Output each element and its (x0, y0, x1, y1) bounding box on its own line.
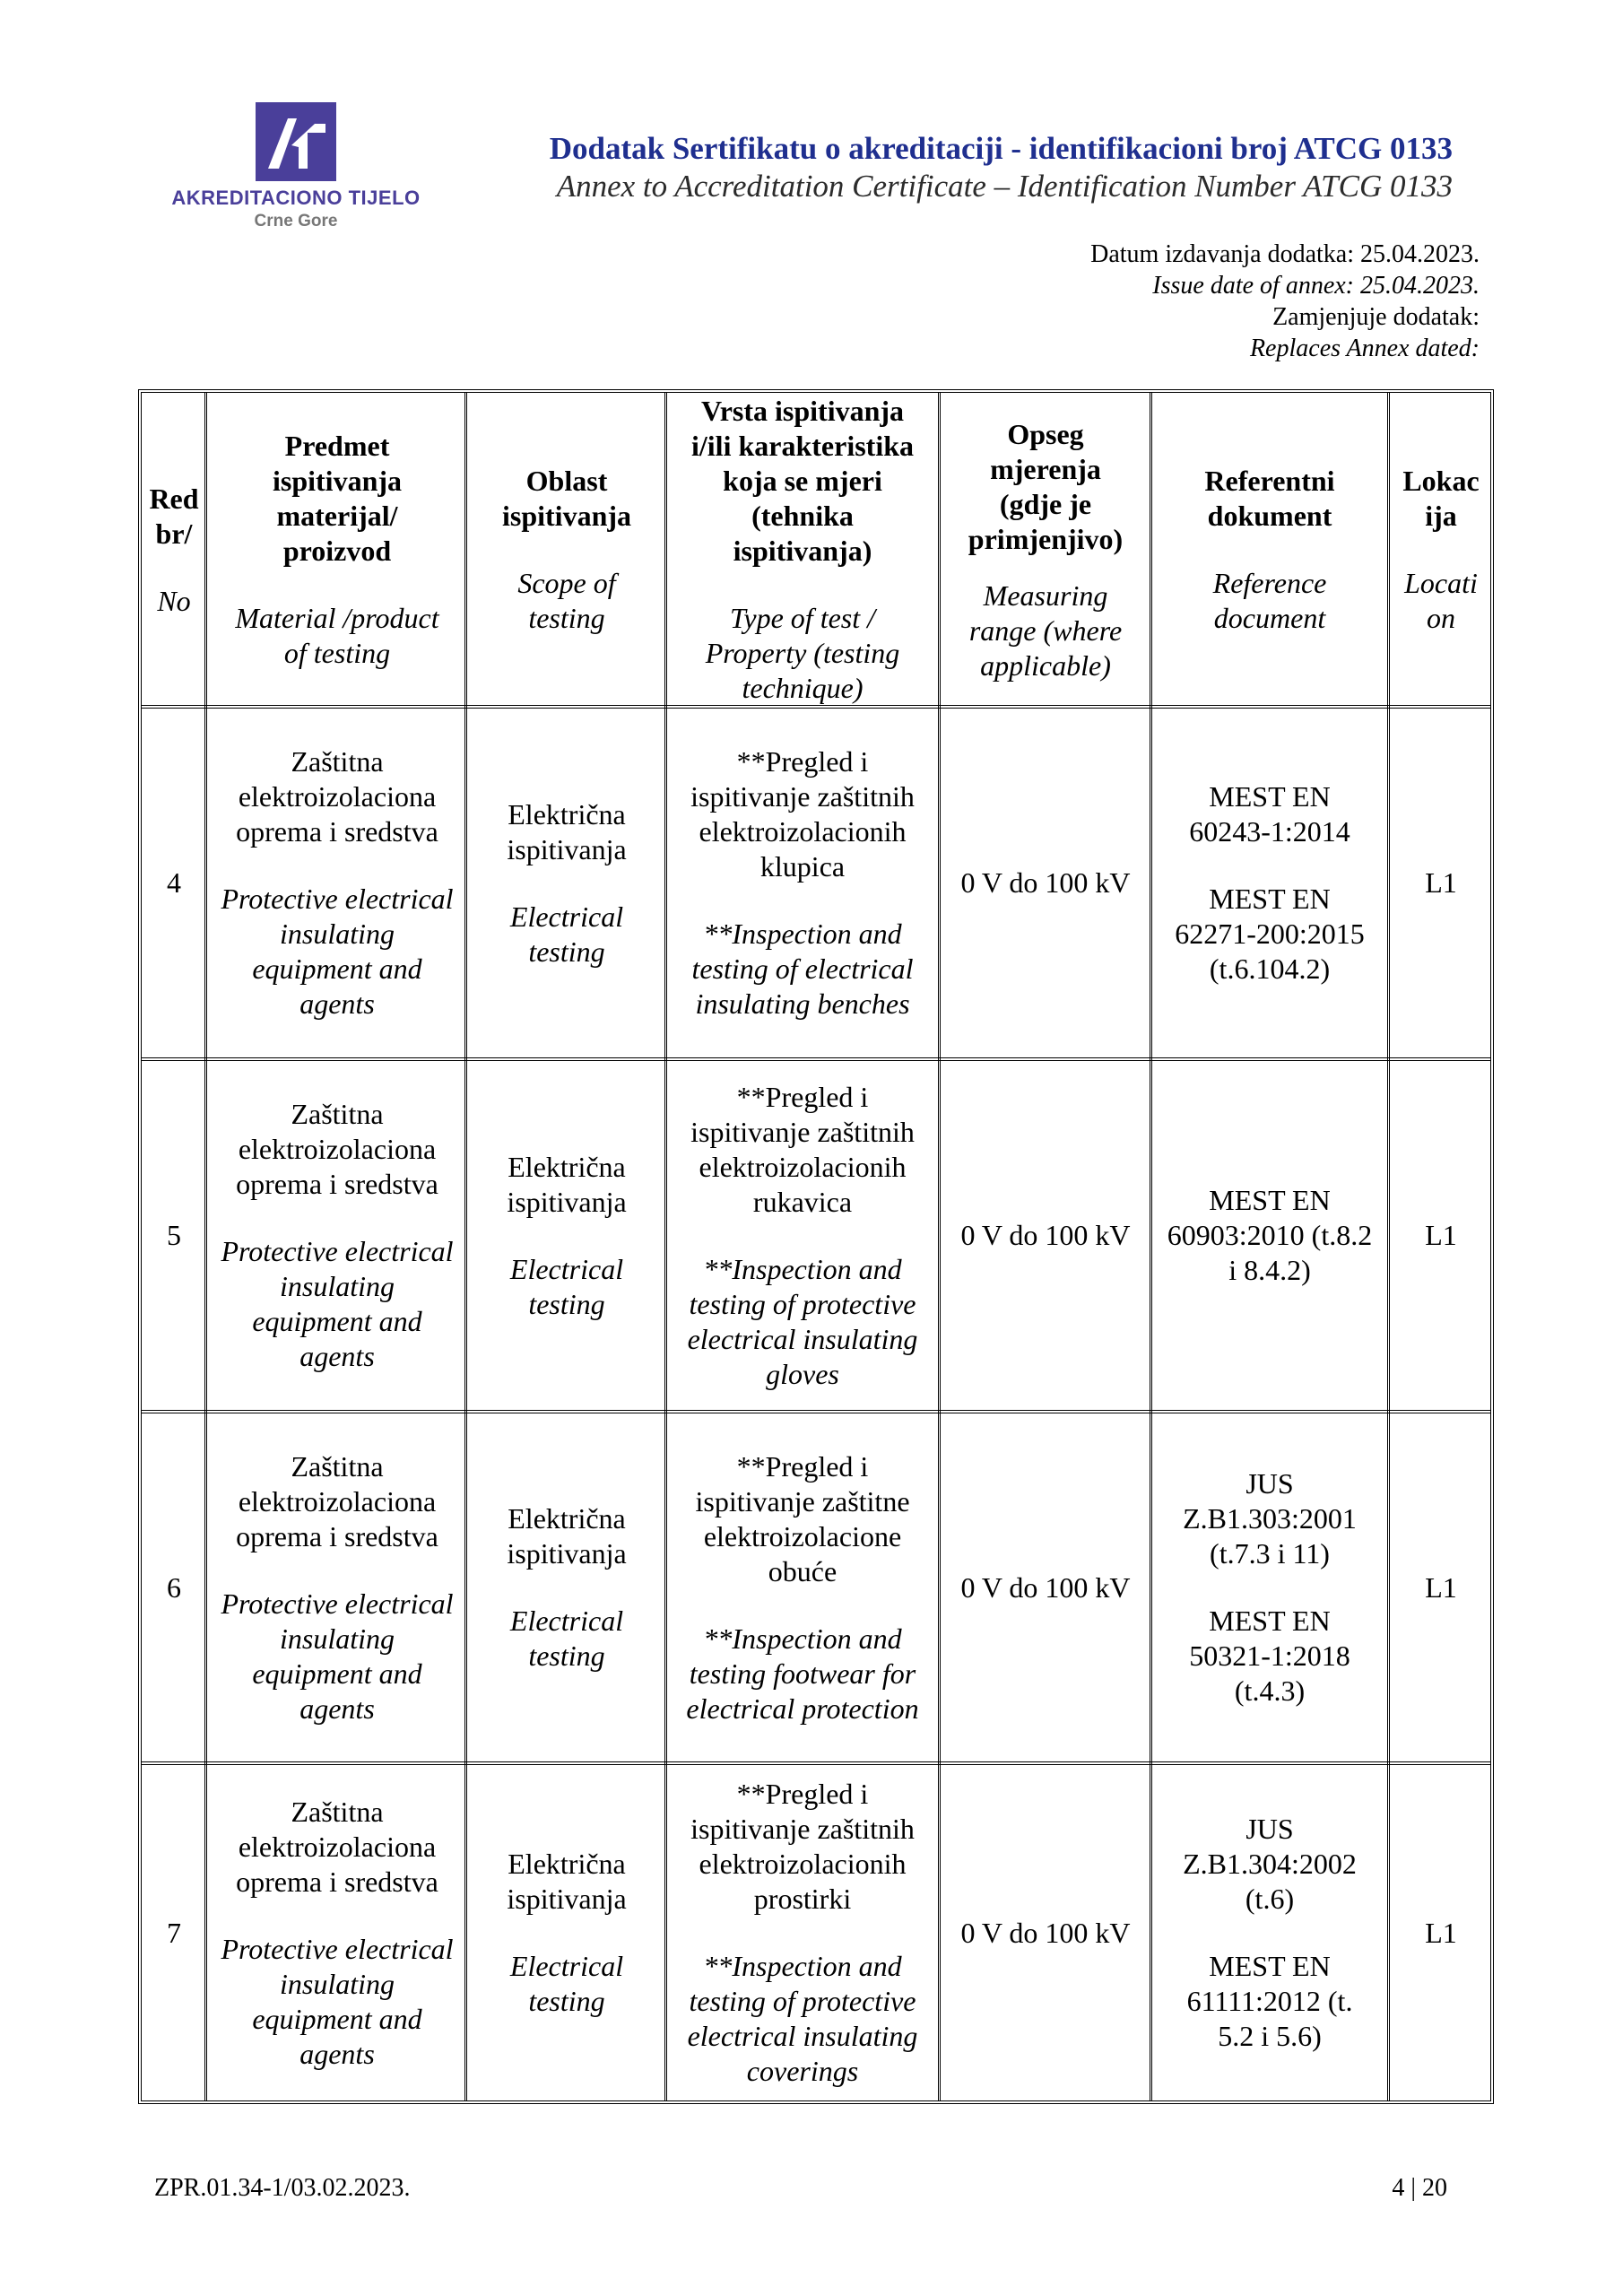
reference-document-2: MEST EN 62271-200:2015 (t.6.104.2) (1175, 883, 1365, 985)
header-type-bs: Vrsta ispitivanja i/ili karakteristika koja se mjeri (tehnika ispitivanja) (691, 395, 914, 567)
table-cell-type (668, 709, 937, 1057)
table-cell-loc (1391, 1061, 1491, 1410)
table-cell-ref (1153, 1061, 1386, 1410)
scope-en: Electrical testing (509, 900, 624, 968)
table-cell-range (942, 709, 1150, 1057)
table-cell-loc (1391, 1765, 1491, 2100)
material-en: Protective electrical insulating equipment and agents (221, 1932, 454, 2070)
material-en: Protective electrical insulating equipment and agents (221, 1235, 454, 1372)
header-type-en: Type of test / Property (testing technique) (705, 602, 900, 704)
issue-date: Datum izdavanja dodatka: 25.04.2023. (1090, 240, 1480, 268)
accreditation-scope-table (138, 389, 1494, 2104)
location: L1 (1425, 1916, 1457, 1949)
header-range-bs: Opseg mjerenja (gdje je primjenjivo) (968, 417, 1124, 555)
document-title-english: Annex to Accreditation Certificate – Identification Number ATCG 0133 (556, 169, 1453, 204)
type-en: **Inspection and testing of electrical insulating benches (691, 918, 914, 1020)
accreditation-logo (161, 100, 430, 235)
scope-en: Electrical testing (509, 1950, 624, 2017)
scope-bs: Električna ispitivanja (507, 1150, 627, 1218)
table-cell-type (668, 1061, 937, 1410)
issue-info (1090, 239, 1480, 364)
measuring-range: 0 V do 100 kV (960, 1570, 1131, 1604)
header-location (1391, 393, 1491, 707)
header-reference (1153, 393, 1386, 707)
header-material-en: Material /product of testing (235, 602, 439, 669)
table-cell-material (210, 1413, 464, 1761)
row-number: 6 (167, 1570, 181, 1604)
issue-date-english: Issue date of annex: 25.04.2023. (1152, 272, 1480, 300)
logo-name: AKREDITACIONO TIJELO (171, 187, 421, 209)
type-bs: **Pregled i ispitivanje zaštitnih elektroizolacionih rukavica (690, 1080, 915, 1218)
type-bs: **Pregled i ispitivanje zaštitnih elektroizolacionih klupica (690, 745, 915, 883)
header-no (142, 393, 206, 707)
scope-en: Electrical testing (509, 1252, 624, 1320)
page-number: 4 | 20 (1392, 2174, 1447, 2202)
reference-document-2: MEST EN 50321-1:2018 (t.4.3) (1189, 1605, 1350, 1707)
table-cell-scope (468, 1413, 665, 1761)
scope-en: Electrical testing (509, 1605, 624, 1672)
reference-document-1: MEST EN 60243-1:2014 (1189, 780, 1350, 848)
material-en: Protective electrical insulating equipment and agents (221, 1587, 454, 1725)
header-reference-en: Reference document (1212, 567, 1327, 634)
header-range (942, 393, 1150, 707)
table-cell-material (210, 1765, 464, 2100)
measuring-range: 0 V do 100 kV (960, 1916, 1131, 1949)
measuring-range: 0 V do 100 kV (960, 866, 1131, 899)
logo-mark-icon (256, 102, 336, 181)
header-scope-en: Scope of testing (517, 567, 616, 634)
table-cell-scope (468, 1765, 665, 2100)
document-title: Dodatak Sertifikatu o akreditaciji - identifikacioni broj ATCG 0133 (549, 131, 1453, 166)
table-cell-ref (1153, 709, 1386, 1057)
type-bs: **Pregled i ispitivanje zaštitne elektroizolacione obuće (695, 1449, 910, 1587)
header-no-en: No (157, 584, 191, 617)
row-number: 7 (167, 1916, 181, 1949)
table-cell-range (942, 1413, 1150, 1761)
table-cell-no (142, 1765, 206, 2100)
table-cell-material (210, 1061, 464, 1410)
scope-bs: Električna ispitivanja (507, 1502, 627, 1570)
reference-document-1: JUS Z.B1.303:2001 (t.7.3 i 11) (1183, 1467, 1357, 1570)
location: L1 (1425, 866, 1457, 899)
material-bs: Zaštitna elektroizolaciona oprema i sredstva (236, 745, 438, 848)
reference-document-1: MEST EN 60903:2010 (t.8.2 i 8.4.2) (1167, 1184, 1373, 1286)
header-material (210, 393, 464, 707)
row-number: 5 (167, 1219, 181, 1251)
table-cell-loc (1391, 709, 1491, 1057)
table-cell-type (668, 1413, 937, 1761)
type-bs: **Pregled i ispitivanje zaštitnih elektroizolacionih prostirki (690, 1778, 915, 1915)
form-code: ZPR.01.34-1/03.02.2023. (154, 2174, 411, 2202)
location: L1 (1425, 1219, 1457, 1251)
material-bs: Zaštitna elektroizolaciona oprema i sredstva (236, 1449, 438, 1552)
material-bs: Zaštitna elektroizolaciona oprema i sredstva (236, 1098, 438, 1200)
table-cell-no (142, 1061, 206, 1410)
material-en: Protective electrical insulating equipment and agents (221, 883, 454, 1020)
header-scope (468, 393, 665, 707)
type-en: **Inspection and testing of protective electrical insulating gloves (687, 1252, 918, 1390)
row-number: 4 (167, 866, 181, 899)
type-en: **Inspection and testing footwear for electrical protection (686, 1622, 919, 1725)
header-reference-bs: Referentni dokument (1204, 465, 1335, 532)
header-type (668, 393, 937, 707)
replaces-annex: Zamjenjuje dodatak: (1272, 303, 1480, 331)
table-cell-ref (1153, 1413, 1386, 1761)
table-cell-scope (468, 709, 665, 1057)
table-cell-loc (1391, 1413, 1491, 1761)
scope-bs: Električna ispitivanja (507, 1848, 627, 1915)
replaces-annex-english: Replaces Annex dated: (1249, 335, 1480, 362)
table-cell-no (142, 709, 206, 1057)
measuring-range: 0 V do 100 kV (960, 1219, 1131, 1251)
header-scope-bs: Oblast ispitivanja (501, 465, 632, 532)
header-location-en: Locati on (1404, 567, 1478, 634)
table-cell-range (942, 1061, 1150, 1410)
reference-document-2: MEST EN 61111:2012 (t. 5.2 i 5.6) (1186, 1950, 1353, 2052)
header-material-bs: Predmet ispitivanja materijal/ proizvod (272, 430, 403, 567)
table-cell-scope (468, 1061, 665, 1410)
table-cell-no (142, 1413, 206, 1761)
header-no-bs: Red br/ (149, 482, 199, 550)
header-range-en: Measuring range (where applicable) (968, 578, 1123, 682)
scope-bs: Električna ispitivanja (507, 797, 627, 865)
table-cell-type (668, 1765, 937, 2100)
table-cell-material (210, 709, 464, 1057)
location: L1 (1425, 1570, 1457, 1604)
table-cell-ref (1153, 1765, 1386, 2100)
header-location-bs: Lokac ija (1402, 465, 1480, 532)
table-cell-range (942, 1765, 1150, 2100)
material-bs: Zaštitna elektroizolaciona oprema i sredstva (236, 1795, 438, 1898)
reference-document-1: JUS Z.B1.304:2002 (t.6) (1183, 1813, 1357, 1915)
logo-subtitle: Crne Gore (254, 212, 338, 230)
type-en: **Inspection and testing of protective electrical insulating coverings (687, 1950, 918, 2087)
